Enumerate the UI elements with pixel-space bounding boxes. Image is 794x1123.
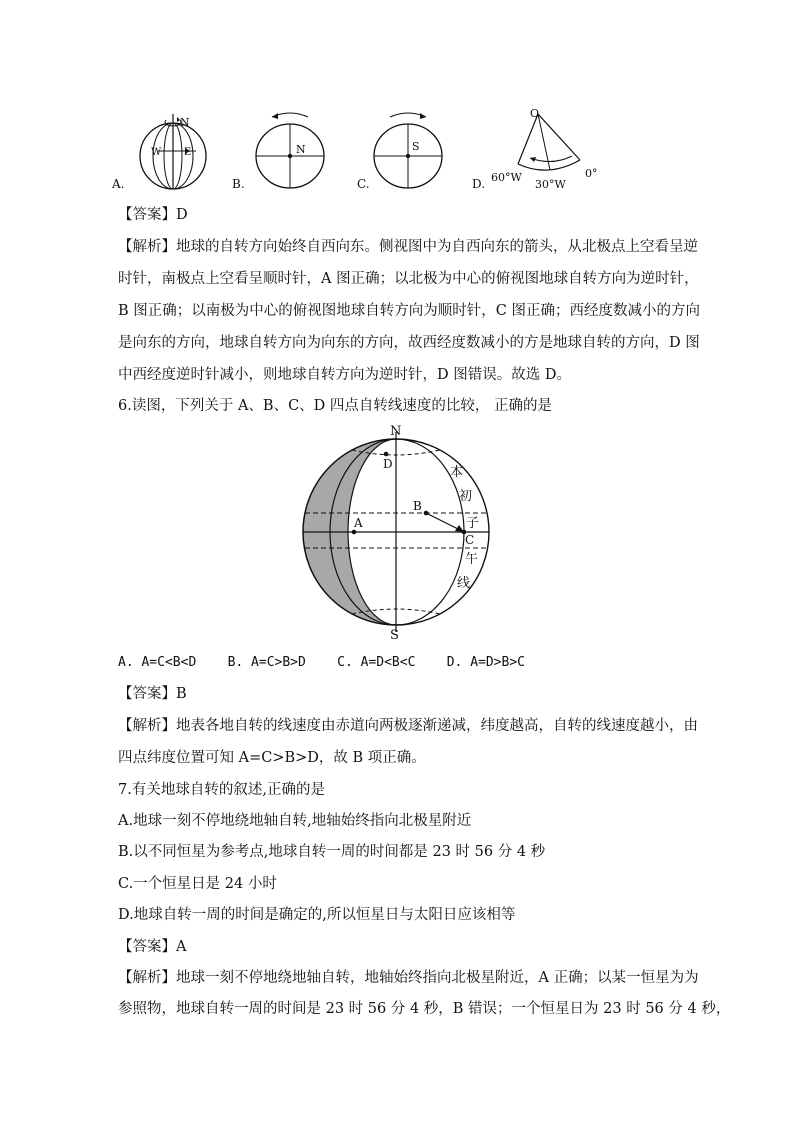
q7-option-a: A.地球一刻不停地绕地轴自转,地轴始终指向北极星附近 — [118, 813, 472, 829]
q6-analysis-2: 四点纬度位置可知 A=C>B>D，故 B 项正确。 — [118, 750, 426, 766]
q7-option-b: B.以不同恒星为参考点,地球自转一周的时间都是 23 时 56 分 4 秒 — [118, 844, 546, 860]
figure-d-fan — [491, 107, 598, 191]
q6-meridian-3: 子 — [466, 516, 480, 531]
figure-d-label: D. — [472, 177, 486, 191]
q6-stem: 6.读图，下列关于 A、B、C、D 四点自转线速度的比较， 正确的是 — [118, 398, 553, 414]
globe-a-w: W — [151, 147, 162, 158]
q6-label-b: B — [413, 499, 422, 513]
q6-meridian-2: 初 — [459, 489, 473, 504]
q7-option-c: C.一个恒星日是 24 小时 — [118, 876, 277, 892]
q6-globe-figure — [290, 420, 510, 642]
q6-label-n: N — [390, 424, 402, 439]
q7-analysis-1: 【解析】地球一刻不停地绕地轴自转，地轴始终指向北极星附近，A 正确；以某一恒星为为 — [118, 970, 699, 986]
q6-label-d: D — [383, 457, 393, 471]
figure-a-globe — [140, 114, 206, 189]
q5-analysis-2: 时针，南极点上空看呈顺时针，A 图正确；以北极为中心的俯视图地球自转方向为逆时针， — [118, 271, 699, 287]
fan-0: 0° — [585, 167, 598, 180]
figure-c-label: C. — [357, 177, 370, 191]
q6-label-a: A — [354, 516, 363, 530]
q5-analysis-5: 中西经度逆时针减小，则地球自转方向为逆时针，D 图错误。故选 D。 — [118, 367, 571, 383]
q6-options: A. A=C<B<D B. A=C>B>D C. A=D<B<C D. A=D>B>C — [118, 655, 525, 670]
rotation-figures — [110, 104, 630, 196]
globe-b-n: N — [296, 143, 306, 156]
q6-answer: 【答案】B — [118, 686, 187, 702]
figure-row-top — [110, 104, 630, 196]
q5-analysis-4: 是向东的方向，地球自转方向为向东的方向，故西经度数减小的方是地球自转的方向，D 图 — [118, 335, 700, 351]
q7-option-d: D.地球自转一周的时间是确定的,所以恒星日与太阳日应该相等 — [118, 907, 516, 923]
figure-b-label: B. — [232, 177, 245, 191]
q5-answer: 【答案】D — [118, 207, 188, 223]
q5-analysis-3: B 图正确；以南极为中心的俯视图地球自转方向为顺时针，C 图正确；西经度数减小的方向 — [118, 303, 700, 319]
q6-meridian-5: 线 — [457, 576, 471, 591]
fan-o: O — [530, 107, 540, 120]
figure-b-globe — [256, 113, 324, 188]
globe-a-e: E — [184, 147, 192, 158]
q7-stem: 7.有关地球自转的叙述,正确的是 — [118, 782, 325, 798]
q6-label-s: S — [390, 628, 399, 642]
fan-60w: 60°W — [491, 171, 522, 184]
q6-meridian-4: 午 — [465, 552, 479, 567]
figure-c-globe — [374, 113, 442, 188]
q6-analysis-1: 【解析】地表各地自转的线速度由赤道向两极逐渐递减，纬度越高，自转的线速度越小，由 — [118, 718, 698, 734]
q7-analysis-2: 参照物，地球自转一周的时间是 23 时 56 分 4 秒，B 错误；一个恒星日为 23 时 56 分 4 秒， — [118, 1001, 731, 1017]
fan-30w: 30°W — [535, 178, 566, 191]
globe-a-n: N — [180, 116, 190, 129]
q5-analysis-1: 【解析】地球的自转方向始终自西向东。侧视图中为自西向东的箭头，从北极点上空看呈逆 — [118, 239, 698, 255]
q6-label-c: C — [465, 533, 475, 547]
q6-meridian-1: 本 — [450, 465, 464, 480]
figure-a-label: A. — [112, 177, 125, 191]
q7-answer: 【答案】A — [118, 939, 187, 955]
globe-c-s: S — [412, 140, 420, 153]
